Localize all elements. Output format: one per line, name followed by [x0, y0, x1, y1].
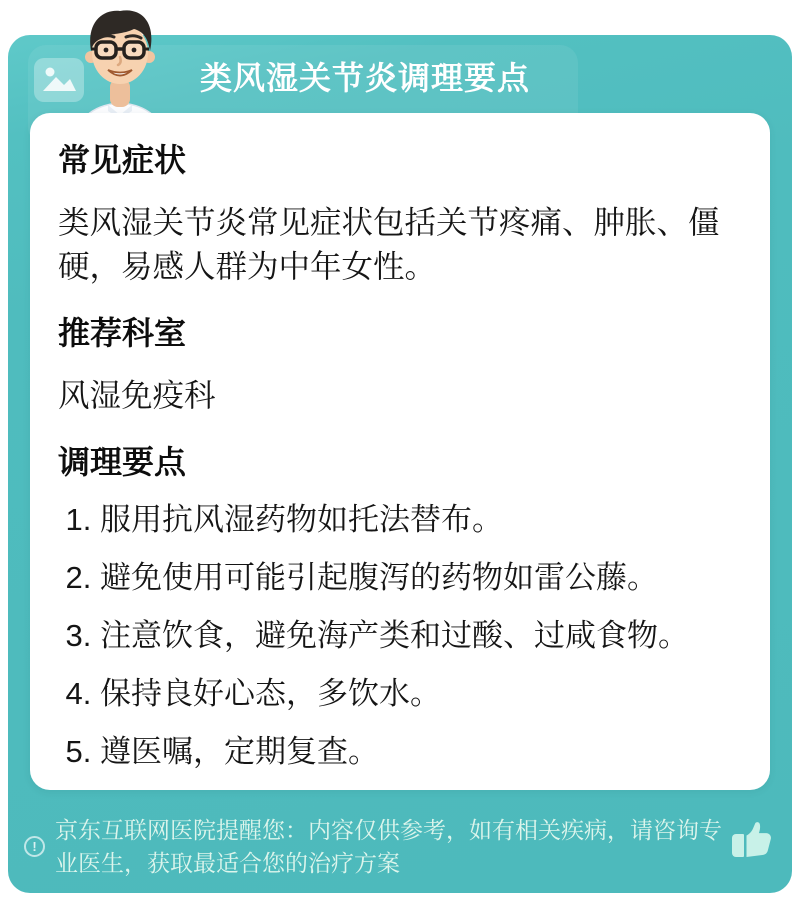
page-title: 类风湿关节炎调理要点: [200, 60, 531, 96]
section-heading-symptoms: 常见症状: [58, 142, 187, 178]
list-item: 5. 遵医嘱，定期复查。: [100, 730, 740, 774]
disclaimer-footer: [8, 790, 792, 880]
card-header: [8, 35, 792, 113]
list-item: 4. 保持良好心态，多饮水。: [100, 672, 740, 716]
list-item: 2. 避免使用可能引起腹泻的药物如雷公藤。: [100, 556, 740, 600]
health-card-container: [8, 35, 792, 893]
section-heading-department: 推荐科室: [58, 315, 187, 351]
list-item: 3. 注意饮食，避免海产类和过酸、过咸食物。: [100, 614, 740, 658]
section-body-department: 风湿免疫科: [58, 377, 216, 413]
info-circle-icon: !: [24, 836, 45, 857]
care-points-list: [58, 498, 740, 774]
list-item: 1. 服用抗风湿药物如托法替布。: [100, 498, 740, 542]
section-body-symptoms: 类风湿关节炎常见症状包括关节疼痛、肿胀、僵硬，易感人群为中年女性。: [58, 204, 720, 284]
thumbs-up-icon[interactable]: [730, 820, 774, 860]
section-heading-care-points: 调理要点: [58, 444, 187, 480]
content-card: [30, 113, 770, 790]
disclaimer-text: 京东互联网医院提醒您：内容仅供参考，如有相关疾病，请咨询专业医生，获取最适合您的治疗方案: [55, 817, 722, 876]
